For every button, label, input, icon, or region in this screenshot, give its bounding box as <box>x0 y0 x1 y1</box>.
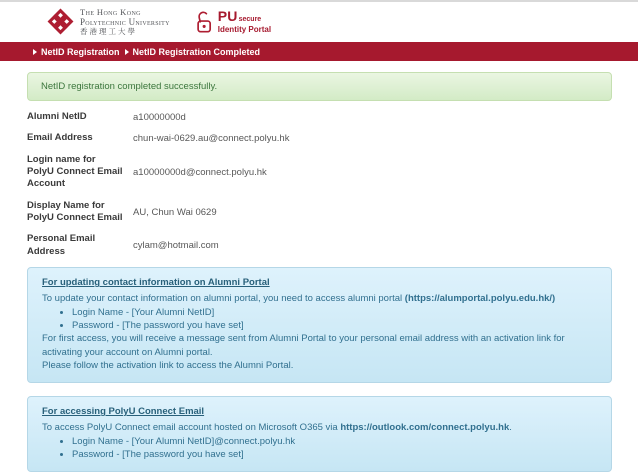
field-label: Email Address <box>27 132 93 144</box>
breadcrumb-arrow-icon <box>33 49 37 55</box>
field-label: Alumni NetID <box>27 111 87 122</box>
connect-email-credentials-list <box>42 435 597 462</box>
field-value-display-name: AU, Chun Wai 0629 <box>133 206 217 218</box>
list-item-password: • Password - [The password you have set] <box>72 448 597 461</box>
list-item-login-name: • Login Name - [Your Alumni NetID]@connect.polyu.hk <box>72 435 597 448</box>
portal-brand-suffix: secure <box>238 16 262 24</box>
first-access-note-line1: For first access, you will receive a message sent from Alumni Portal to your personal email address with an activation link for activating your account on Alumni portal. <box>42 333 565 358</box>
university-name-line1: The Hong Kong <box>80 6 141 17</box>
page-header <box>0 2 638 42</box>
main-content <box>0 72 638 472</box>
breadcrumb-label[interactable]: NetID Registration <box>41 46 120 57</box>
field-label: Display Name for PolyU Connect Email <box>27 199 123 224</box>
breadcrumb-item-netid-registration-completed <box>125 47 261 57</box>
portal-subtitle: Identity Portal <box>217 24 272 34</box>
list-item-password: • Password - [The password you have set] <box>72 319 597 332</box>
alumni-portal-url: (https://alumportal.polyu.edu.hk/) <box>404 293 556 305</box>
field-label: Personal Email Address <box>27 233 96 257</box>
polyu-university-logo[interactable] <box>47 8 170 37</box>
first-access-note-line2: Please follow the activation link to access the Alumni Portal. <box>42 359 294 371</box>
connect-email-info-link[interactable]: For accessing PolyU Connect Email <box>42 406 205 418</box>
portal-wordmark <box>218 9 271 34</box>
alumni-portal-intro <box>42 292 597 305</box>
info-box-connect-email <box>27 396 612 472</box>
university-name <box>80 8 170 37</box>
list-item-login-name: • Login Name - [Your Alumni NetID] <box>72 306 597 319</box>
field-row-email-address <box>27 132 612 144</box>
alumni-portal-info-link[interactable]: For updating contact information on Alumni Portal <box>42 277 270 289</box>
registration-summary <box>27 111 612 258</box>
field-value-login-name: a10000000d@connect.polyu.hk <box>133 166 267 178</box>
field-row-alumni-netid <box>27 111 612 123</box>
portal-brand: PU <box>217 8 238 25</box>
intro-text-suffix: . <box>509 422 512 434</box>
field-row-login-name <box>27 154 612 191</box>
polyu-emblem-icon <box>47 8 74 35</box>
field-row-personal-email <box>27 233 612 258</box>
field-value-alumni-netid: a10000000d <box>133 111 186 123</box>
breadcrumb-label-current: NetID Registration Completed <box>132 46 261 57</box>
alumni-portal-credentials-list <box>42 306 597 333</box>
field-value-email-address: chun-wai-0629.au@connect.polyu.hk <box>133 133 290 145</box>
success-alert-message: NetID registration completed successfully. <box>41 81 218 92</box>
outlook-url: https://outlook.com/connect.polyu.hk <box>340 422 510 434</box>
breadcrumb <box>0 42 638 61</box>
breadcrumb-arrow-icon <box>125 49 129 55</box>
intro-text: To access PolyU Connect email account hosted on Microsoft O365 via <box>42 422 341 434</box>
connect-email-intro <box>42 421 597 434</box>
pusecure-portal-logo[interactable] <box>196 9 271 34</box>
field-label: Login name for PolyU Connect Email Account <box>27 153 123 190</box>
success-alert <box>27 72 612 101</box>
university-name-line2: Polytechnic University <box>80 17 170 28</box>
field-row-display-name <box>27 200 612 225</box>
info-box-alumni-portal <box>27 267 612 383</box>
university-name-chinese: 香港理工大學 <box>80 27 137 37</box>
open-padlock-icon <box>196 11 213 34</box>
intro-text: To update your contact information on alumni portal, you need to access alumni portal <box>42 293 405 305</box>
field-value-personal-email: cylam@hotmail.com <box>133 240 219 252</box>
breadcrumb-item-netid-registration[interactable] <box>33 47 120 57</box>
